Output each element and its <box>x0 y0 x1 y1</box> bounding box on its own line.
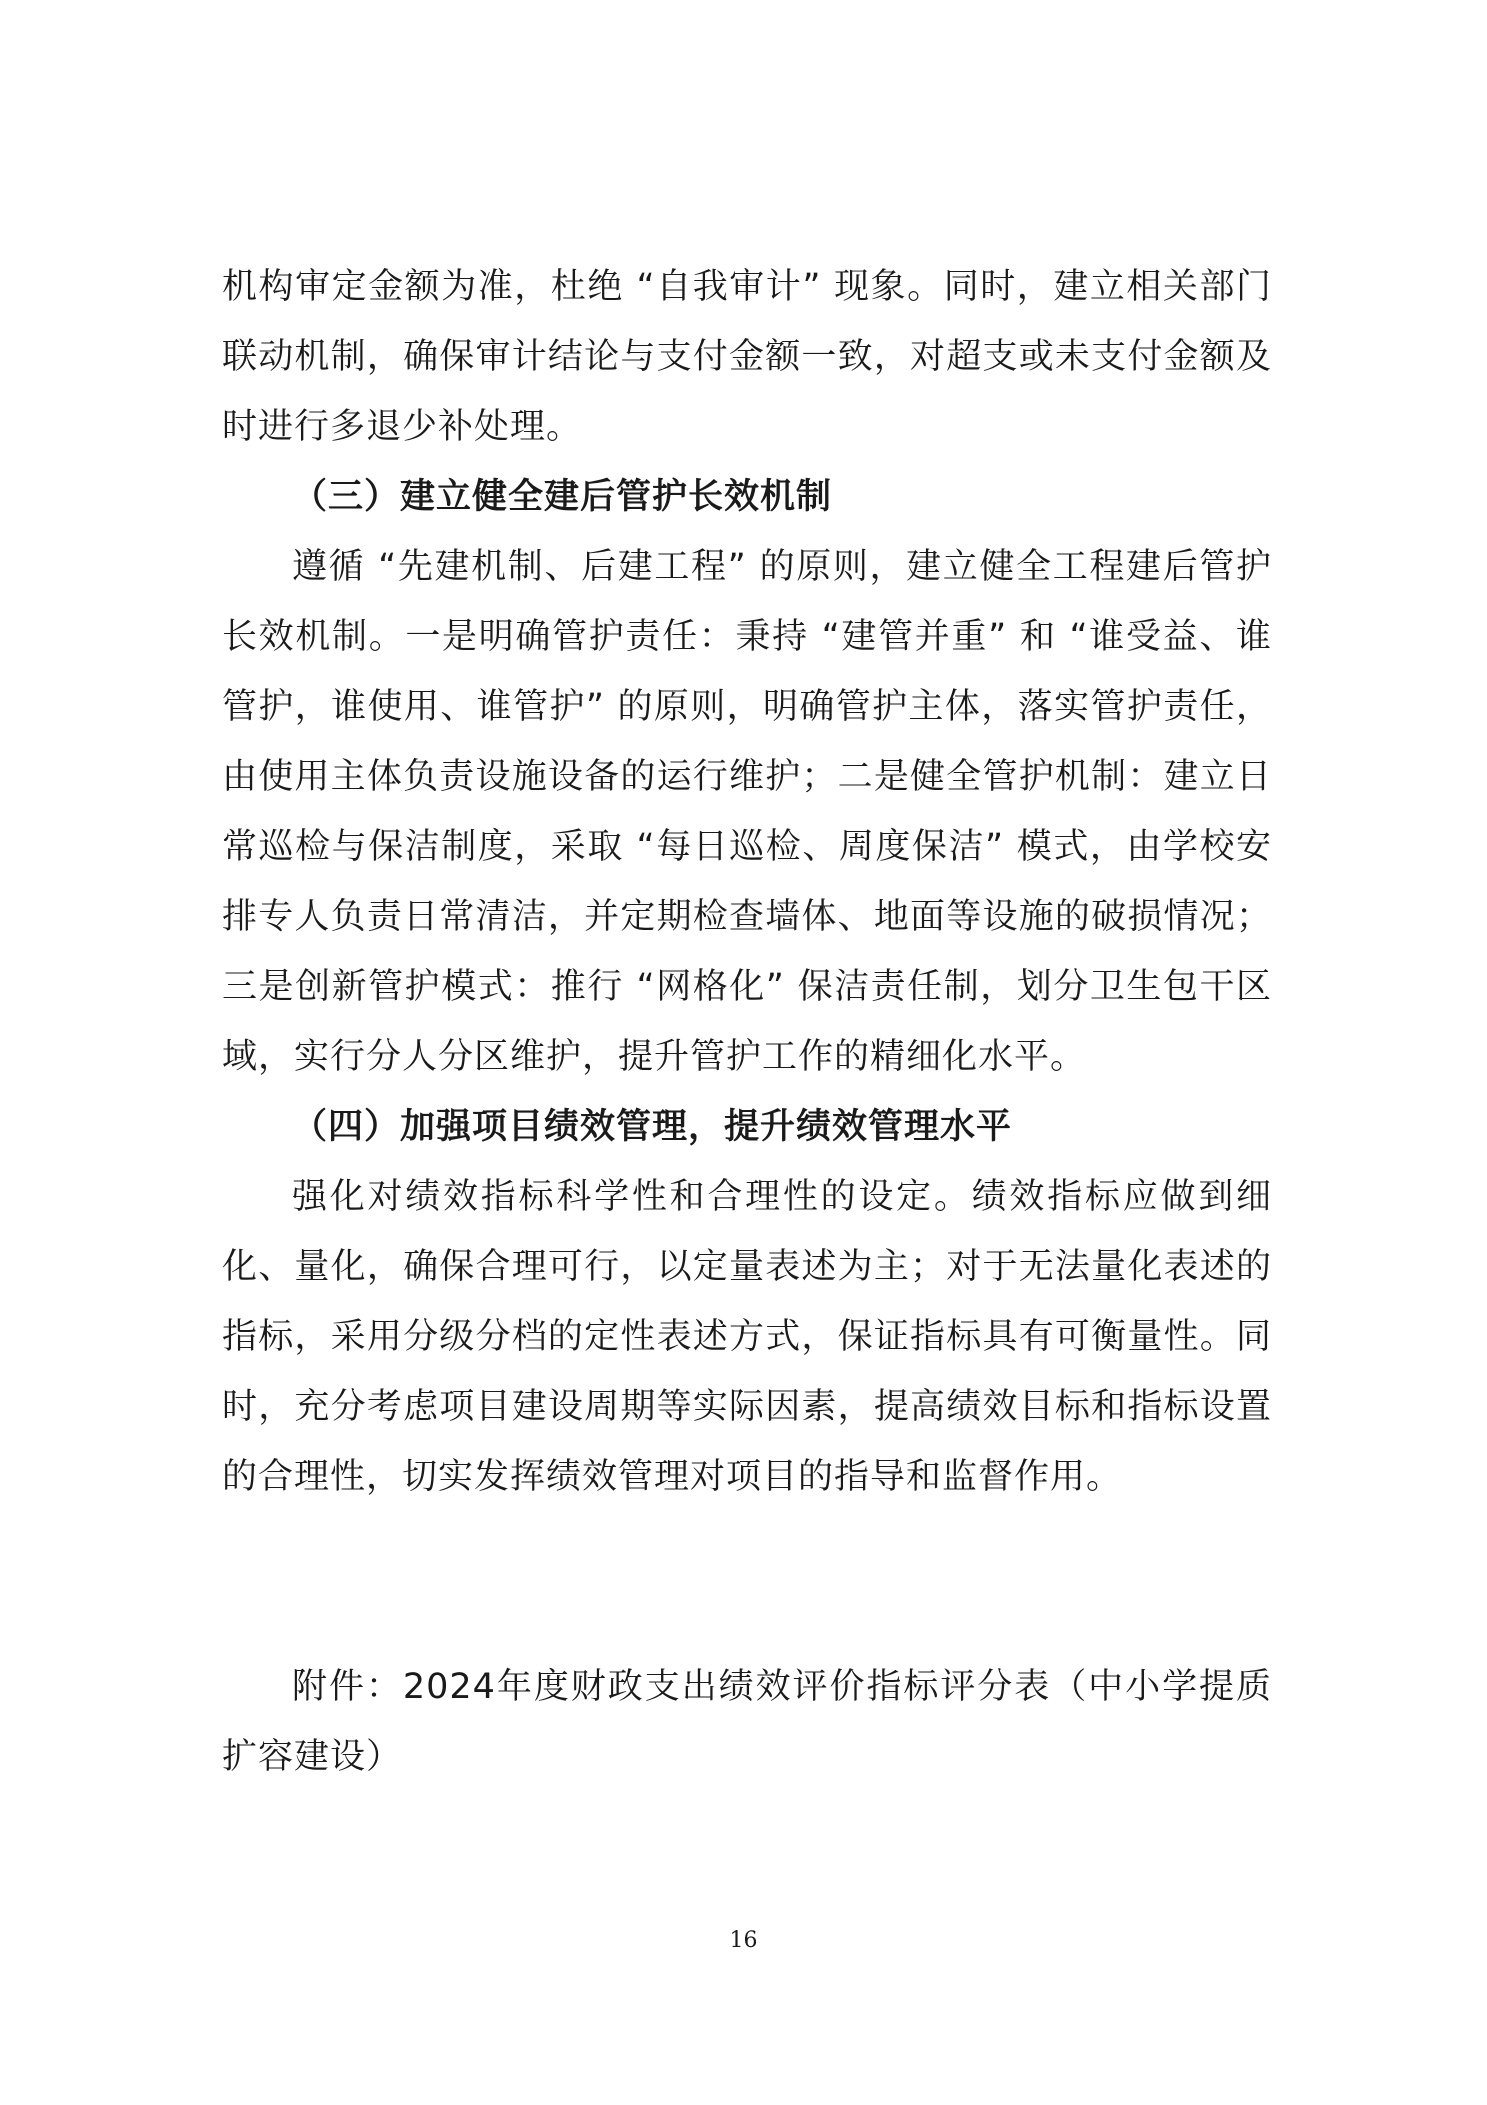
page-number: 16 <box>729 1928 758 1953</box>
attachment-note: 附件：2024年度财政支出绩效评价指标评分表（中小学提质扩容建设） <box>222 1667 1272 1777</box>
section-3-heading: （三）建立健全建后管护长效机制 <box>292 477 833 517</box>
section-4-heading: （四）加强项目绩效管理，提升绩效管理水平 <box>292 1107 1013 1147</box>
section-4-body: 强化对绩效指标科学性和合理性的设定。绩效指标应做到细化、量化，确保合理可行，以定量表述为主；对于无法量化表述的指标，采用分级分档的定性表述方式，保证指标具有可衡量性。同时，充分考虑项目建设周期等实际因素，提高绩效目标和指标设置的合理性，切实发挥绩效管理对项目的指导和监督作用。 <box>222 1177 1272 1497</box>
paragraph-continuation: 机构审定金额为准，杜绝 “自我审计” 现象。同时，建立相关部门联动机制，确保审计结论与支付金额一致，对超支或未支付金额及时进行多退少补处理。 <box>222 267 1272 447</box>
section-3-body: 遵循 “先建机制、后建工程” 的原则，建立健全工程建后管护长效机制。一是明确管护责任：秉持 “建管并重” 和 “谁受益、谁管护，谁使用、谁管护” 的原则，明确管护主体，落实管护责任，由使用主体负责设施设备的运行维护；二是健全管护机制：建立日常巡检与保洁制度，采取 “每日巡检、周度保洁” 模式，由学校安排专人负责日常清洁，并定期检查墙体、地面等设施的破损情况；三是创新管护模式：推行 “网格化” 保洁责任制，划分卫生包干区域，实行分人分区维护，提升管护工作的精细化水平。 <box>222 547 1272 1077</box>
